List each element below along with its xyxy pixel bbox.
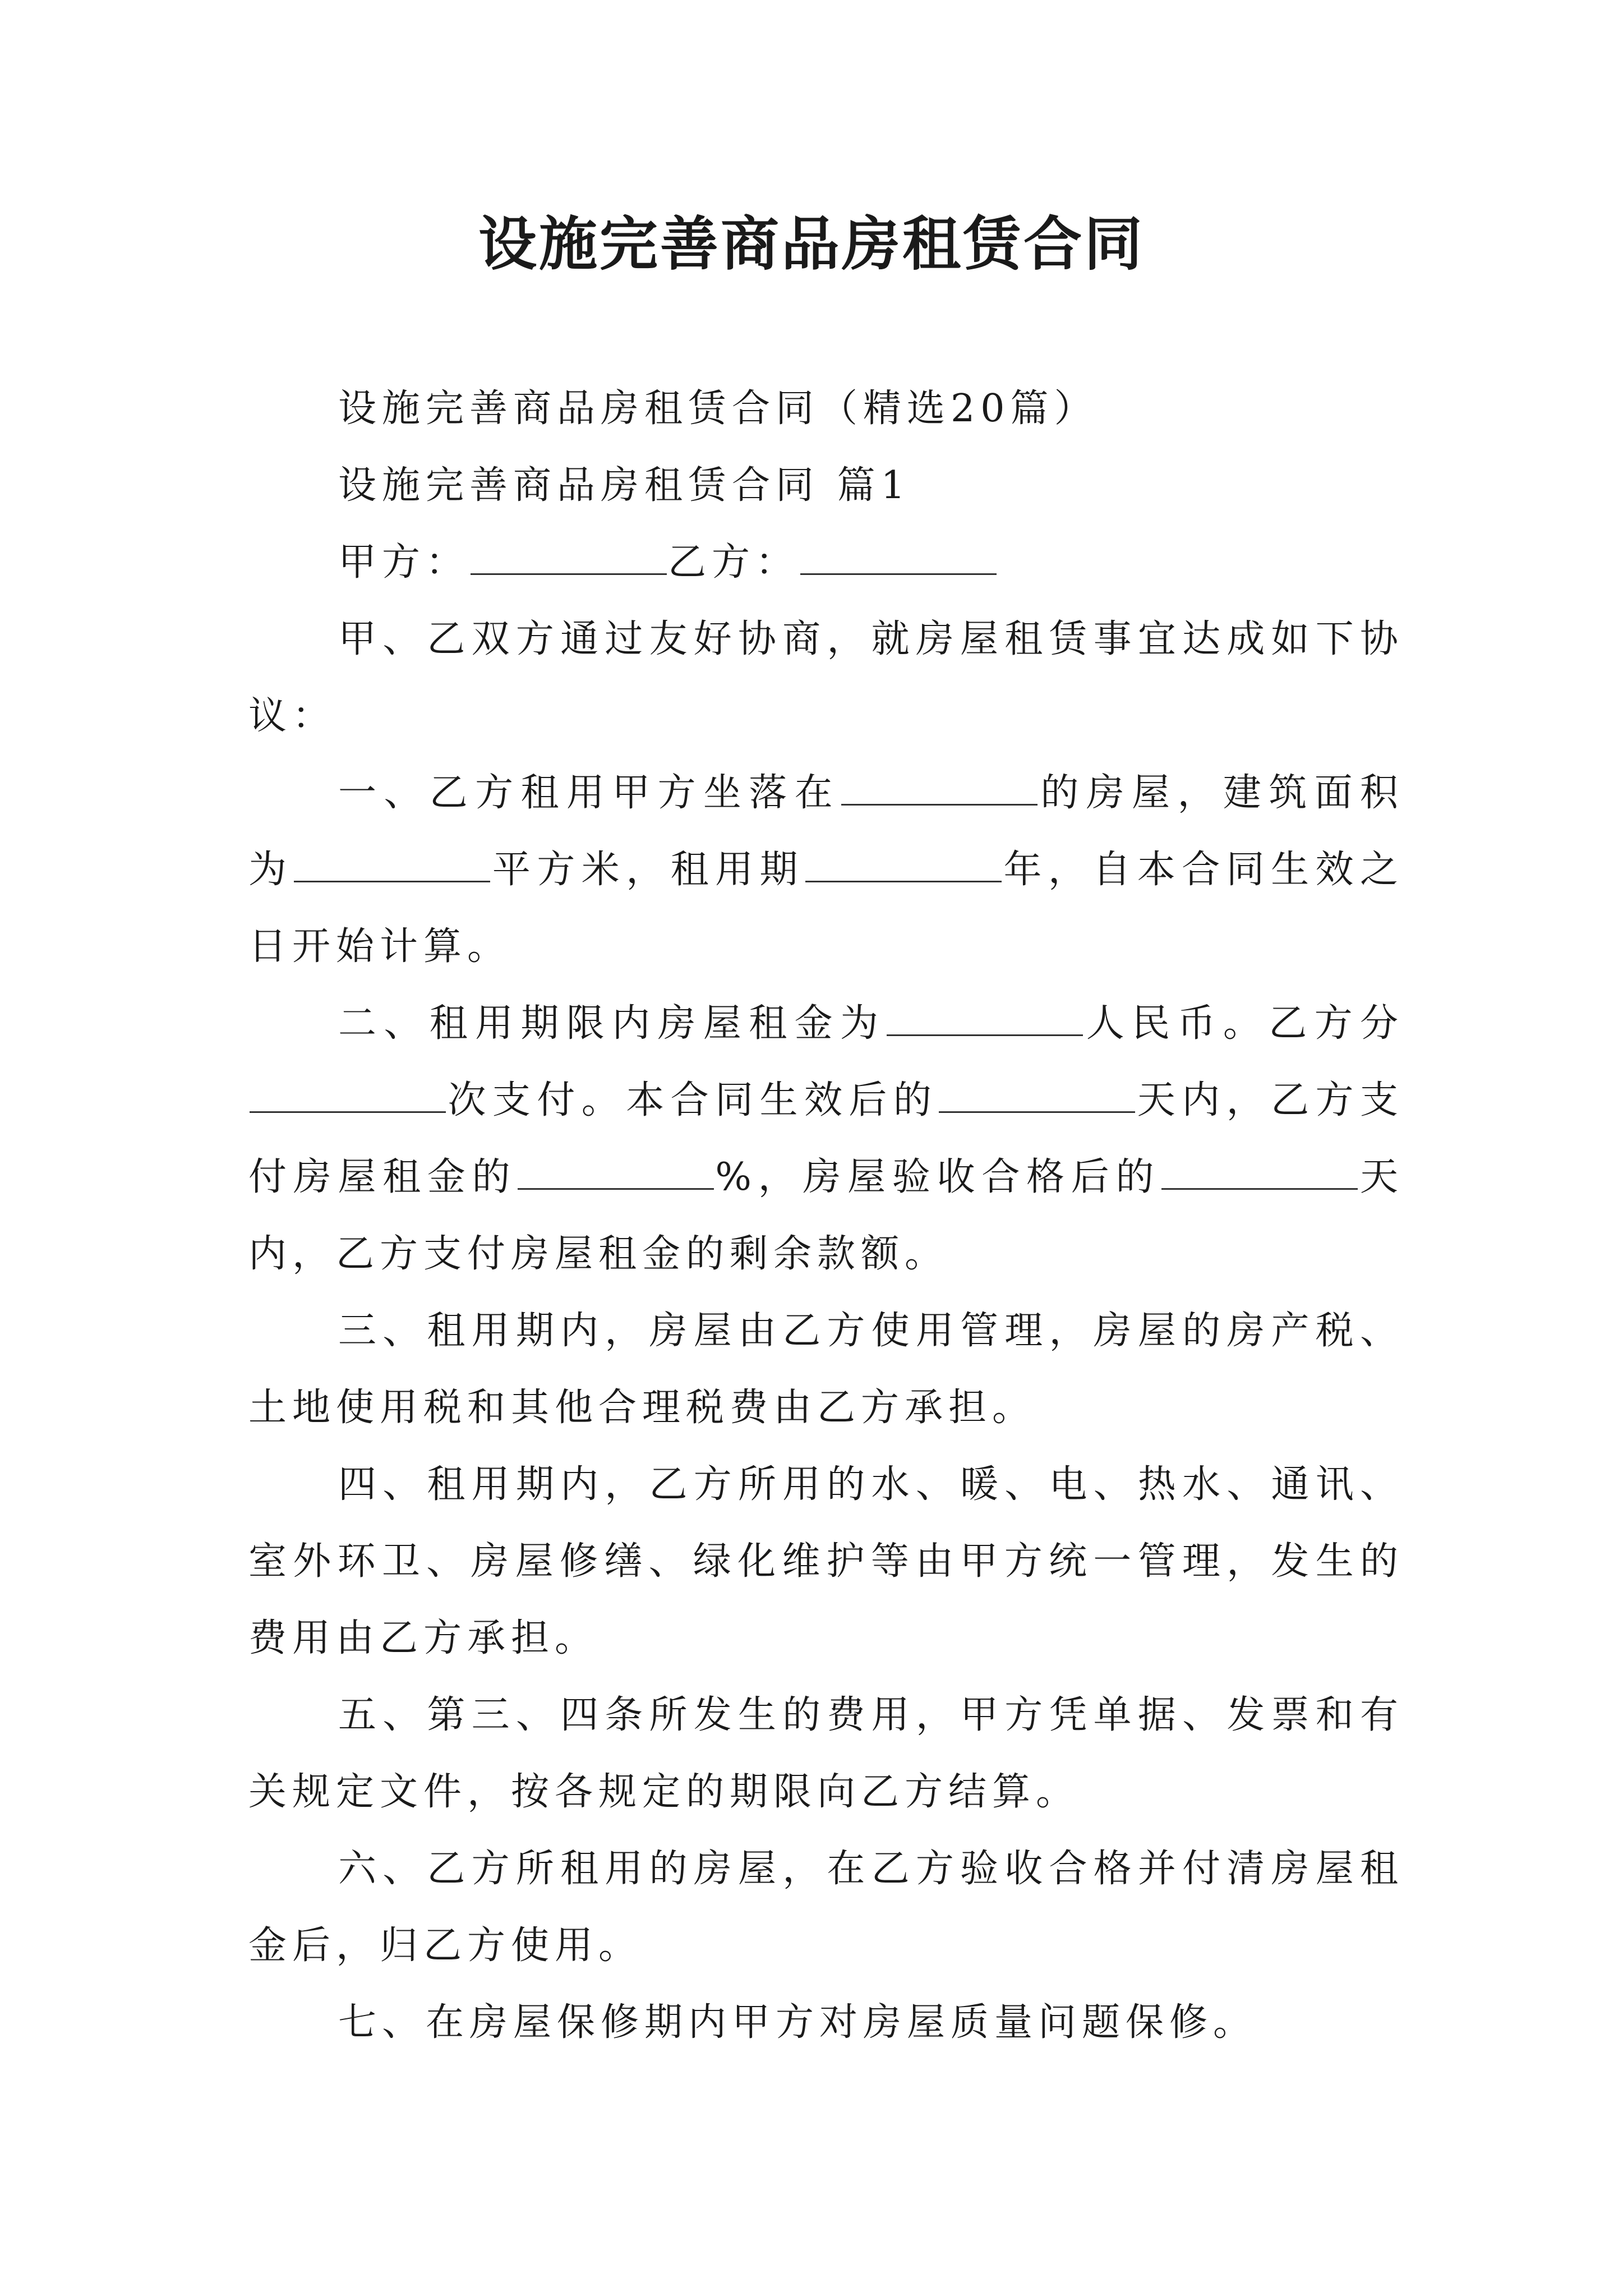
party-b-blank (800, 541, 997, 575)
parties-line (248, 524, 1404, 601)
clause-3: 三、租用期内，房屋由乙方使用管理，房屋的房产税、土地使用税和其他合理税费由乙方承担。 (248, 1309, 1404, 1430)
rent-amount-blank (887, 1002, 1083, 1036)
clause-2-part-2: 人民币。乙方分 (1084, 1001, 1404, 1046)
clause-2 (248, 985, 1404, 1292)
clause-2-part-3: 次支付。本合同生效后的 (447, 1078, 938, 1122)
clause-1-part-3: 平方米，租用期 (491, 848, 804, 892)
clause-2-part-1: 二、租用期限内房屋租金为 (338, 1001, 886, 1046)
installments-blank (250, 1079, 446, 1113)
days-after-inspection-blank (1161, 1156, 1358, 1190)
clause-7: 七、在房屋保修期内甲方对房屋质量问题保修。 (338, 2000, 1257, 2045)
clause-1-part-2: 的房屋，建筑面积为 (248, 771, 1404, 892)
area-blank (294, 848, 490, 882)
clause-2-part-6: 天内，乙方支付房屋租金的剩余款额。 (248, 1155, 1404, 1276)
document-title: 设施完善商品房租赁合同 (478, 209, 1145, 278)
days-after-effective-blank (939, 1079, 1135, 1113)
party-a-label: 甲方： (338, 540, 470, 585)
clause-6: 六、乙方所租用的房屋，在乙方验收合格并付清房屋租金后，归乙方使用。 (248, 1847, 1404, 1968)
term-blank (805, 848, 1002, 882)
clause-4: 四、租用期内，乙方所用的水、暖、电、热水、通讯、室外环卫、房屋修缮、绿化维护等由甲方统一管理，发生的费用由乙方承担。 (248, 1462, 1404, 1660)
clause-2-part-5: %，房屋验收合格后的 (715, 1155, 1161, 1199)
location-blank (841, 771, 1038, 806)
party-a-blank (471, 541, 667, 575)
document-body (248, 370, 1404, 2061)
clause-1-part-1: 一、乙方租用甲方坐落在 (338, 771, 841, 815)
clause-1 (248, 754, 1404, 985)
section-heading: 设施完善商品房租赁合同 篇1 (338, 463, 911, 508)
clause-5: 五、第三、四条所发生的费用，甲方凭单据、发票和有关规定文件，按各规定的期限向乙方结算。 (248, 1693, 1404, 1814)
document-subtitle: 设施完善商品房租赁合同（精选20篇） (338, 386, 1098, 431)
clause-1-part-4: 年，自本合同生效之日开始计算。 (248, 848, 1404, 969)
clause-2-part-4: 天内，乙方支付房屋租金的 (248, 1078, 1404, 1199)
party-b-label: 乙方： (668, 540, 800, 585)
percent-blank (518, 1156, 714, 1190)
intro-paragraph: 甲、乙双方通过友好协商，就房屋租赁事宜达成如下协议： (248, 617, 1404, 738)
